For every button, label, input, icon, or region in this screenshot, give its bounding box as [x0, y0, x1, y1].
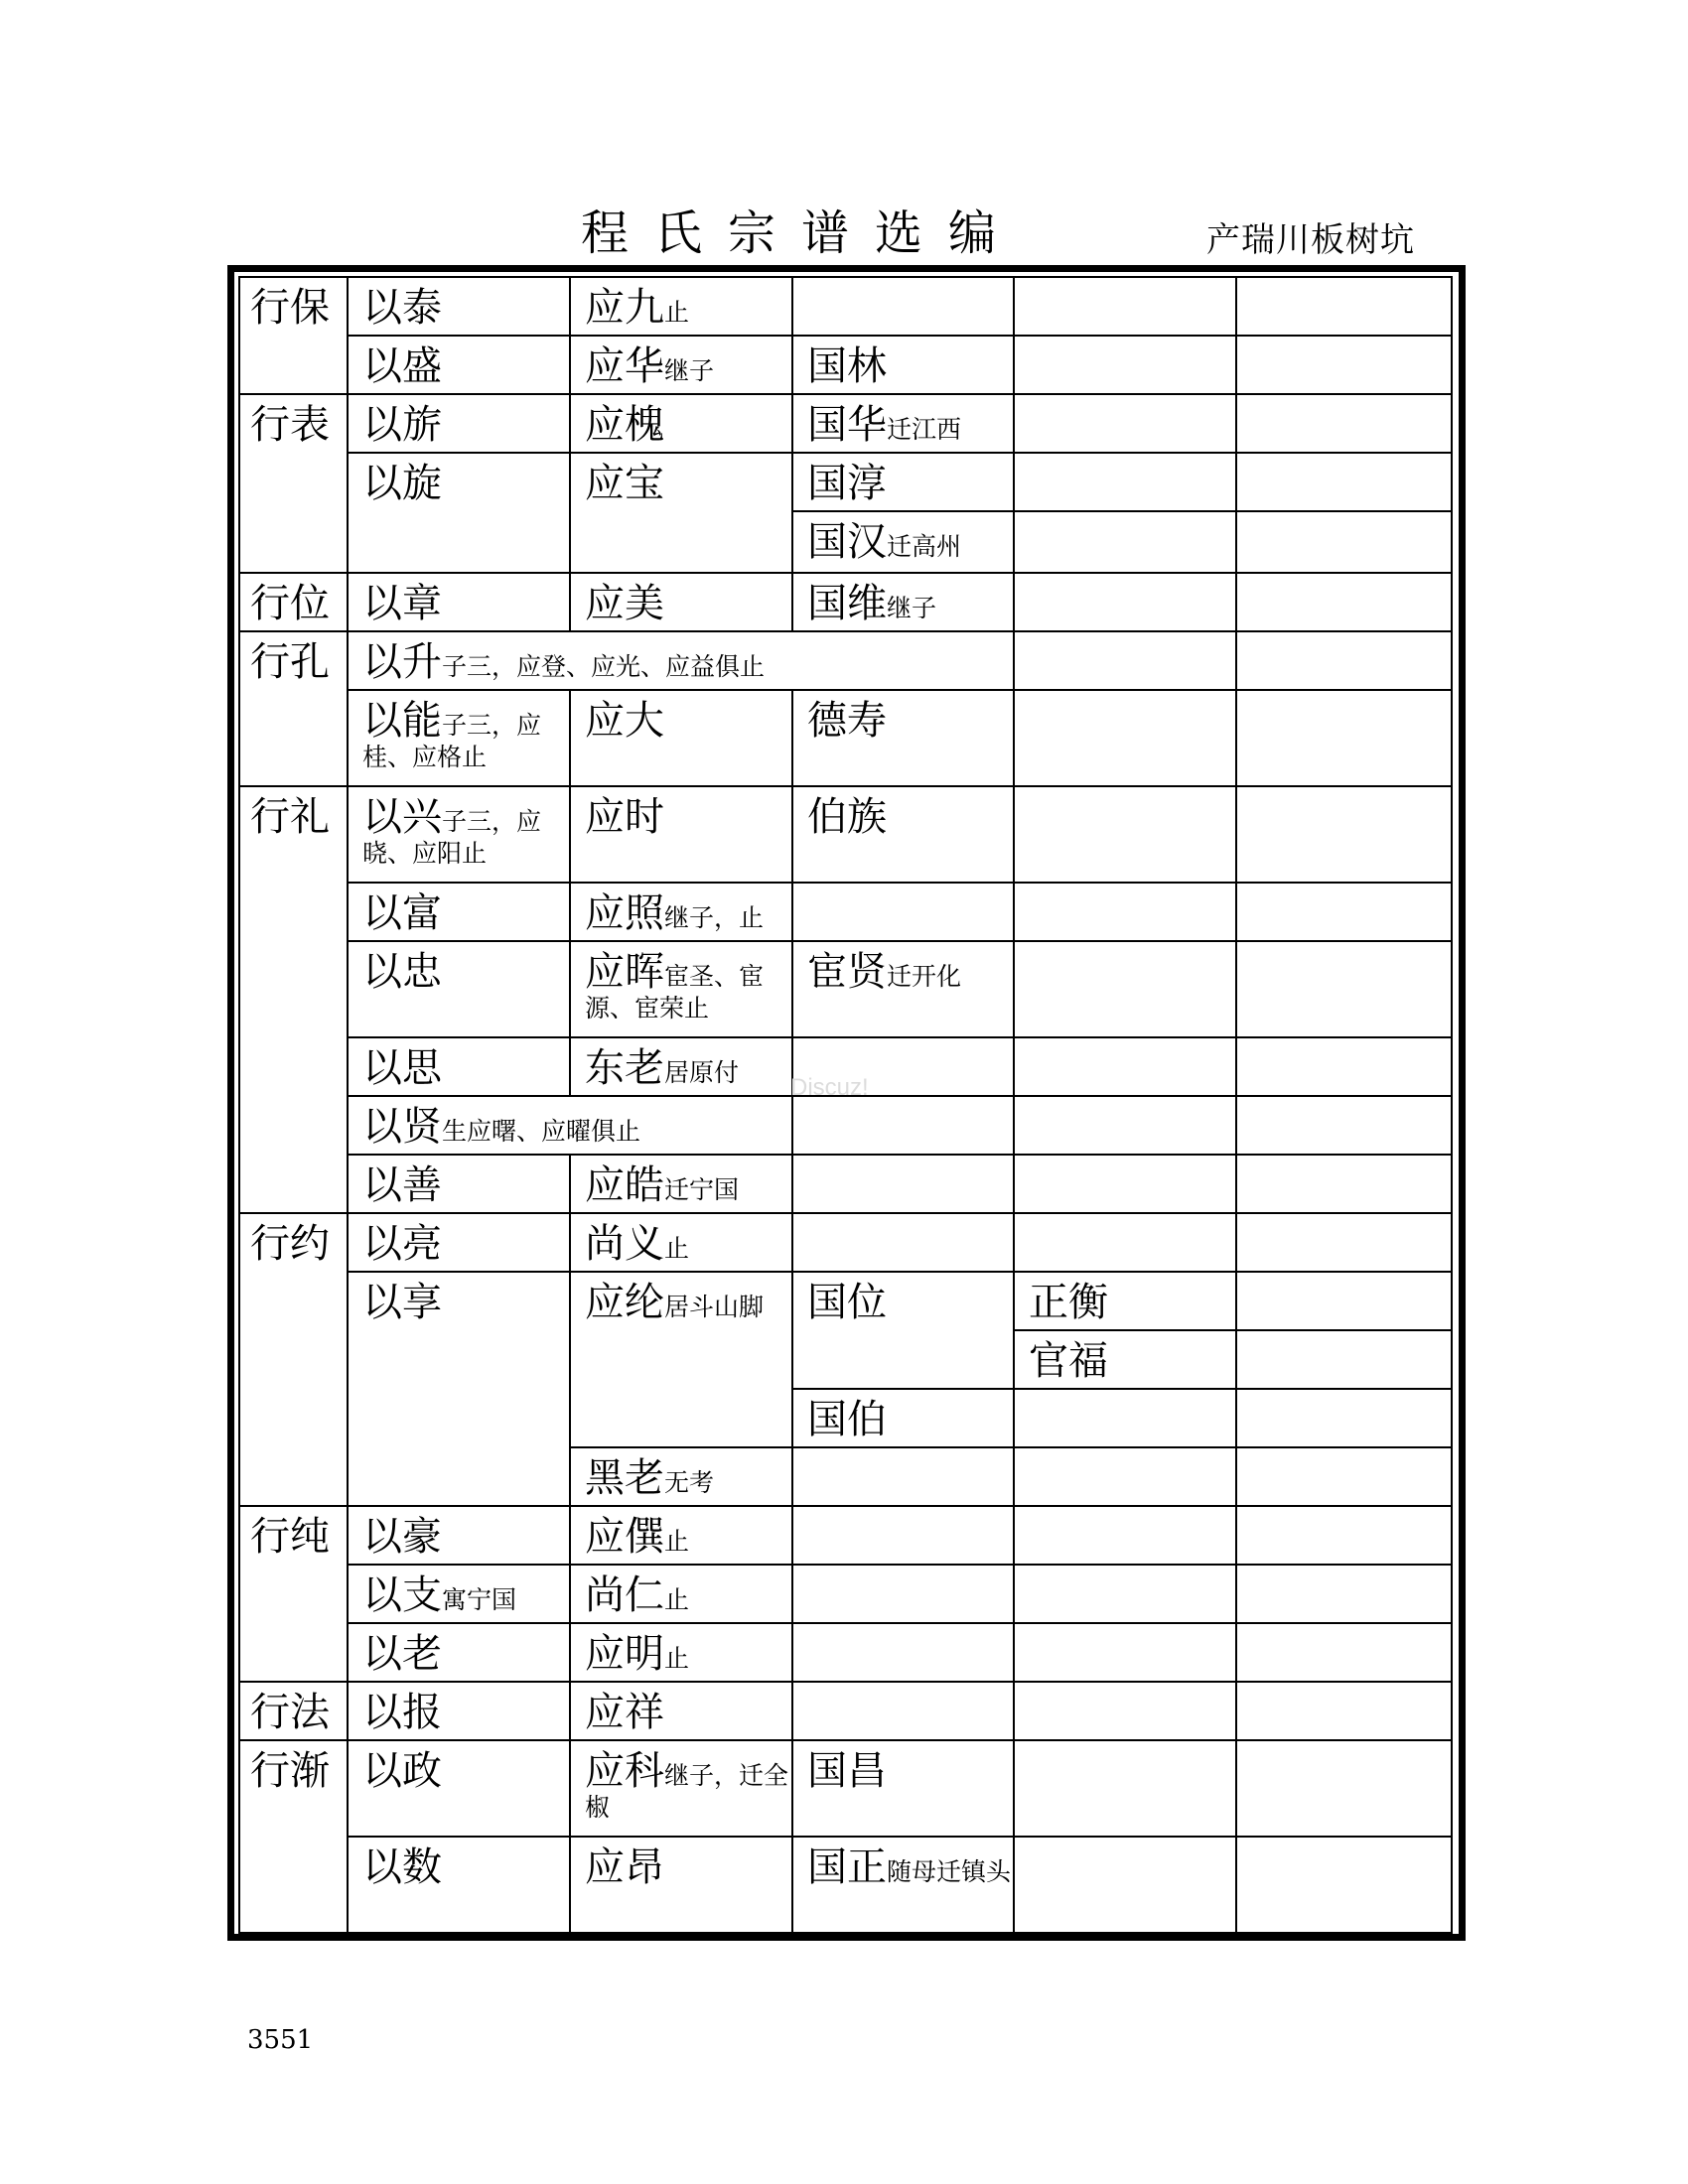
person-note: 寓宁国 — [442, 1585, 517, 1614]
person-note: 迁高州 — [887, 532, 962, 561]
genealogy-table — [238, 276, 1453, 1934]
person-cell — [1014, 1623, 1236, 1682]
person-name: 尚义 — [585, 1221, 664, 1267]
person-name: 应皓 — [585, 1162, 664, 1208]
empty-cell — [1236, 336, 1452, 394]
person-cell — [792, 1272, 1014, 1389]
person-cell — [570, 1213, 792, 1272]
table-row — [239, 1682, 1452, 1740]
person-cell — [1014, 1682, 1236, 1740]
person-name: 正衡 — [1029, 1280, 1108, 1325]
person-cell — [348, 453, 570, 573]
person-cell — [348, 1837, 570, 1933]
table-row — [239, 277, 1452, 336]
person-cell — [792, 1447, 1014, 1506]
person-name: 应晖 — [585, 949, 664, 995]
person-name: 国汉 — [807, 519, 887, 565]
table-row — [239, 1213, 1452, 1272]
person-note: 止 — [664, 1527, 690, 1556]
page-number: 3551 — [247, 2025, 314, 2055]
person-name: 以章 — [362, 581, 442, 626]
person-name: 以泰 — [362, 285, 442, 331]
generation-cell: 行渐 — [239, 1740, 348, 1933]
person-cell — [792, 941, 1014, 1037]
person-cell — [1014, 1272, 1236, 1330]
watermark: Discuz! — [790, 1074, 869, 1101]
generation-cell: 行纯 — [239, 1506, 348, 1682]
person-note: 居斗山脚 — [664, 1293, 765, 1321]
person-cell — [792, 1389, 1014, 1447]
table-row — [239, 1623, 1452, 1682]
person-cell — [348, 786, 570, 883]
generation-cell: 行位 — [239, 573, 348, 631]
person-cell — [570, 1155, 792, 1213]
person-cell — [1014, 1837, 1236, 1933]
person-cell — [792, 394, 1014, 453]
person-cell — [1014, 1155, 1236, 1213]
person-note: 继子 — [664, 356, 715, 385]
person-name: 以享 — [362, 1280, 442, 1325]
person-name: 国维 — [807, 581, 887, 626]
person-cell — [348, 573, 570, 631]
person-cell — [1014, 1447, 1236, 1506]
person-cell — [792, 1682, 1014, 1740]
person-cell — [792, 1213, 1014, 1272]
generation-cell: 行保 — [239, 277, 348, 394]
person-name: 德寿 — [807, 698, 887, 744]
person-name: 应九 — [585, 285, 664, 331]
person-cell — [1014, 1096, 1236, 1155]
person-name: 应僎 — [585, 1514, 664, 1560]
empty-cell — [1236, 786, 1452, 883]
generation-cell: 行约 — [239, 1213, 348, 1506]
person-cell — [1014, 1506, 1236, 1565]
person-note: 止 — [664, 298, 690, 327]
person-name: 以政 — [362, 1748, 442, 1794]
person-note: 迁江西 — [887, 415, 962, 444]
person-cell — [1014, 1389, 1236, 1447]
person-cell — [570, 1682, 792, 1740]
person-note: 继子 — [887, 594, 937, 622]
table-row — [239, 1837, 1452, 1933]
person-note: 迁开化 — [887, 962, 962, 991]
person-cell — [570, 1506, 792, 1565]
person-cell — [348, 1623, 570, 1682]
table-row — [239, 1272, 1452, 1330]
person-name: 宦贤 — [807, 949, 887, 995]
person-note: 迁宁国 — [664, 1175, 740, 1204]
person-name: 以亮 — [362, 1221, 442, 1267]
person-cell — [1014, 336, 1236, 394]
person-name: 国华 — [807, 402, 887, 448]
person-name: 国正 — [807, 1844, 887, 1890]
person-name: 应槐 — [585, 402, 664, 448]
person-cell — [348, 1506, 570, 1565]
generation-cell: 行表 — [239, 394, 348, 573]
empty-cell — [1236, 690, 1452, 786]
empty-cell — [1236, 1096, 1452, 1155]
person-cell — [792, 511, 1014, 573]
person-cell — [570, 1740, 792, 1837]
person-cell — [348, 1037, 570, 1096]
person-cell — [348, 883, 570, 941]
person-cell — [348, 1740, 570, 1837]
person-name: 国昌 — [807, 1748, 887, 1794]
empty-cell — [1236, 1037, 1452, 1096]
person-cell — [570, 786, 792, 883]
person-cell — [570, 1565, 792, 1623]
person-note: 子三，应登、应光、应益俱止 — [442, 652, 766, 681]
person-cell — [348, 1155, 570, 1213]
person-cell — [570, 277, 792, 336]
person-note: 生应曙、应曜俱止 — [442, 1117, 641, 1146]
person-note: 居原付 — [664, 1058, 740, 1087]
person-cell — [792, 1740, 1014, 1837]
person-name: 以兴 — [362, 794, 442, 840]
person-name: 应大 — [585, 698, 664, 744]
person-cell — [792, 883, 1014, 941]
person-note: 继子，止 — [664, 903, 765, 932]
person-name: 以忠 — [362, 949, 442, 995]
empty-cell — [1236, 1740, 1452, 1837]
person-cell — [570, 690, 792, 786]
empty-cell — [1236, 1623, 1452, 1682]
person-name: 应明 — [585, 1631, 664, 1677]
person-name: 以升 — [362, 639, 442, 685]
page-title: 程氏宗谱选编 — [581, 205, 1023, 261]
person-cell — [570, 1272, 792, 1447]
person-cell — [1014, 1330, 1236, 1389]
empty-cell — [1236, 1837, 1452, 1933]
person-cell — [792, 1506, 1014, 1565]
person-name: 应华 — [585, 343, 664, 389]
empty-cell — [1236, 1447, 1452, 1506]
person-cell — [792, 1155, 1014, 1213]
person-name: 以思 — [362, 1045, 442, 1091]
person-cell — [348, 1682, 570, 1740]
person-name: 以老 — [362, 1631, 442, 1677]
person-name: 以旋 — [362, 461, 442, 506]
person-cell — [792, 453, 1014, 511]
person-name: 应祥 — [585, 1690, 664, 1735]
person-note: 子三，应桂、应格止 — [362, 711, 542, 771]
generation-cell: 行礼 — [239, 786, 348, 1213]
person-cell — [792, 690, 1014, 786]
person-name: 国淳 — [807, 461, 887, 506]
person-cell — [348, 1565, 570, 1623]
person-name: 以贤 — [362, 1104, 442, 1150]
person-cell — [792, 336, 1014, 394]
person-cell — [1014, 573, 1236, 631]
person-cell — [348, 1272, 570, 1506]
person-note: 止 — [664, 1234, 690, 1263]
person-name: 以豪 — [362, 1514, 442, 1560]
person-cell — [1014, 453, 1236, 511]
empty-cell — [1236, 1565, 1452, 1623]
generation-cell: 行法 — [239, 1682, 348, 1740]
person-cell — [570, 453, 792, 573]
table-row — [239, 690, 1452, 786]
empty-cell — [1236, 631, 1452, 690]
person-cell — [348, 1096, 792, 1155]
person-cell — [1014, 1565, 1236, 1623]
person-cell — [570, 573, 792, 631]
person-cell — [348, 631, 1014, 690]
person-name: 应美 — [585, 581, 664, 626]
person-cell — [1014, 690, 1236, 786]
person-cell — [570, 1837, 792, 1933]
empty-cell — [1236, 1272, 1452, 1330]
person-name: 黑老 — [585, 1455, 664, 1501]
table-row — [239, 631, 1452, 690]
person-name: 国伯 — [807, 1397, 887, 1442]
table-row — [239, 786, 1452, 883]
person-note: 继子，迁全椒 — [585, 1761, 789, 1822]
table-row — [239, 1506, 1452, 1565]
person-name: 应时 — [585, 794, 664, 840]
person-cell — [570, 1037, 792, 1096]
person-cell — [1014, 1037, 1236, 1096]
person-name: 以支 — [362, 1572, 442, 1618]
person-cell — [1014, 883, 1236, 941]
generation-cell: 行孔 — [239, 631, 348, 786]
person-cell — [570, 1623, 792, 1682]
person-name: 以数 — [362, 1844, 442, 1890]
page-subtitle: 产瑞川板树坑 — [1206, 220, 1415, 260]
person-name: 官福 — [1029, 1338, 1108, 1384]
person-cell — [570, 394, 792, 453]
person-name: 应纶 — [585, 1280, 664, 1325]
table-row — [239, 394, 1452, 453]
person-cell — [1014, 394, 1236, 453]
person-name: 伯族 — [807, 794, 887, 840]
person-name: 以盛 — [362, 343, 442, 389]
person-name: 东老 — [585, 1045, 664, 1091]
person-cell — [1014, 511, 1236, 573]
person-note: 止 — [664, 1644, 690, 1673]
person-cell — [792, 1623, 1014, 1682]
table-row — [239, 883, 1452, 941]
empty-cell — [1236, 277, 1452, 336]
person-cell — [348, 690, 570, 786]
table-row — [239, 941, 1452, 1037]
empty-cell — [1236, 1213, 1452, 1272]
person-cell — [792, 573, 1014, 631]
empty-cell — [1236, 1506, 1452, 1565]
person-note: 宦圣、宦源、宦荣止 — [585, 962, 765, 1023]
empty-cell — [1236, 941, 1452, 1037]
person-name: 尚仁 — [585, 1572, 664, 1618]
person-cell — [1014, 1213, 1236, 1272]
empty-cell — [1236, 1155, 1452, 1213]
person-cell — [792, 1565, 1014, 1623]
person-name: 应宝 — [585, 461, 664, 506]
person-name: 以报 — [362, 1690, 442, 1735]
person-name: 应昂 — [585, 1844, 664, 1890]
person-cell — [348, 394, 570, 453]
person-name: 以能 — [362, 698, 442, 744]
person-name: 国林 — [807, 343, 887, 389]
person-name: 应照 — [585, 890, 664, 936]
person-name: 国位 — [807, 1280, 887, 1325]
person-cell — [792, 1837, 1014, 1933]
person-cell — [792, 786, 1014, 883]
table-row — [239, 336, 1452, 394]
person-cell — [1014, 631, 1236, 690]
empty-cell — [1236, 883, 1452, 941]
person-cell — [348, 941, 570, 1037]
empty-cell — [1236, 1330, 1452, 1389]
person-note: 止 — [664, 1585, 690, 1614]
table-row — [239, 453, 1452, 511]
person-note: 随母迁镇头 — [887, 1857, 1012, 1886]
table-row — [239, 1565, 1452, 1623]
empty-cell — [1236, 1682, 1452, 1740]
person-note: 无考 — [664, 1468, 715, 1497]
person-cell — [570, 883, 792, 941]
person-name: 以富 — [362, 890, 442, 936]
person-cell — [348, 277, 570, 336]
person-cell — [792, 277, 1014, 336]
person-cell — [1014, 941, 1236, 1037]
person-note: 子三，应晓、应阳止 — [362, 807, 542, 868]
table-row — [239, 1155, 1452, 1213]
person-cell — [348, 1213, 570, 1272]
person-cell — [570, 336, 792, 394]
empty-cell — [1236, 453, 1452, 511]
person-name: 以善 — [362, 1162, 442, 1208]
table-row — [239, 573, 1452, 631]
empty-cell — [1236, 394, 1452, 453]
empty-cell — [1236, 1389, 1452, 1447]
person-name: 应科 — [585, 1748, 664, 1794]
person-cell — [1014, 277, 1236, 336]
person-cell — [570, 941, 792, 1037]
person-name: 以旂 — [362, 402, 442, 448]
person-cell — [792, 1096, 1014, 1155]
table-row — [239, 1096, 1452, 1155]
table-row — [239, 1740, 1452, 1837]
person-cell — [570, 1447, 792, 1506]
person-cell — [1014, 786, 1236, 883]
empty-cell — [1236, 573, 1452, 631]
person-cell — [348, 336, 570, 394]
person-cell — [1014, 1740, 1236, 1837]
empty-cell — [1236, 511, 1452, 573]
